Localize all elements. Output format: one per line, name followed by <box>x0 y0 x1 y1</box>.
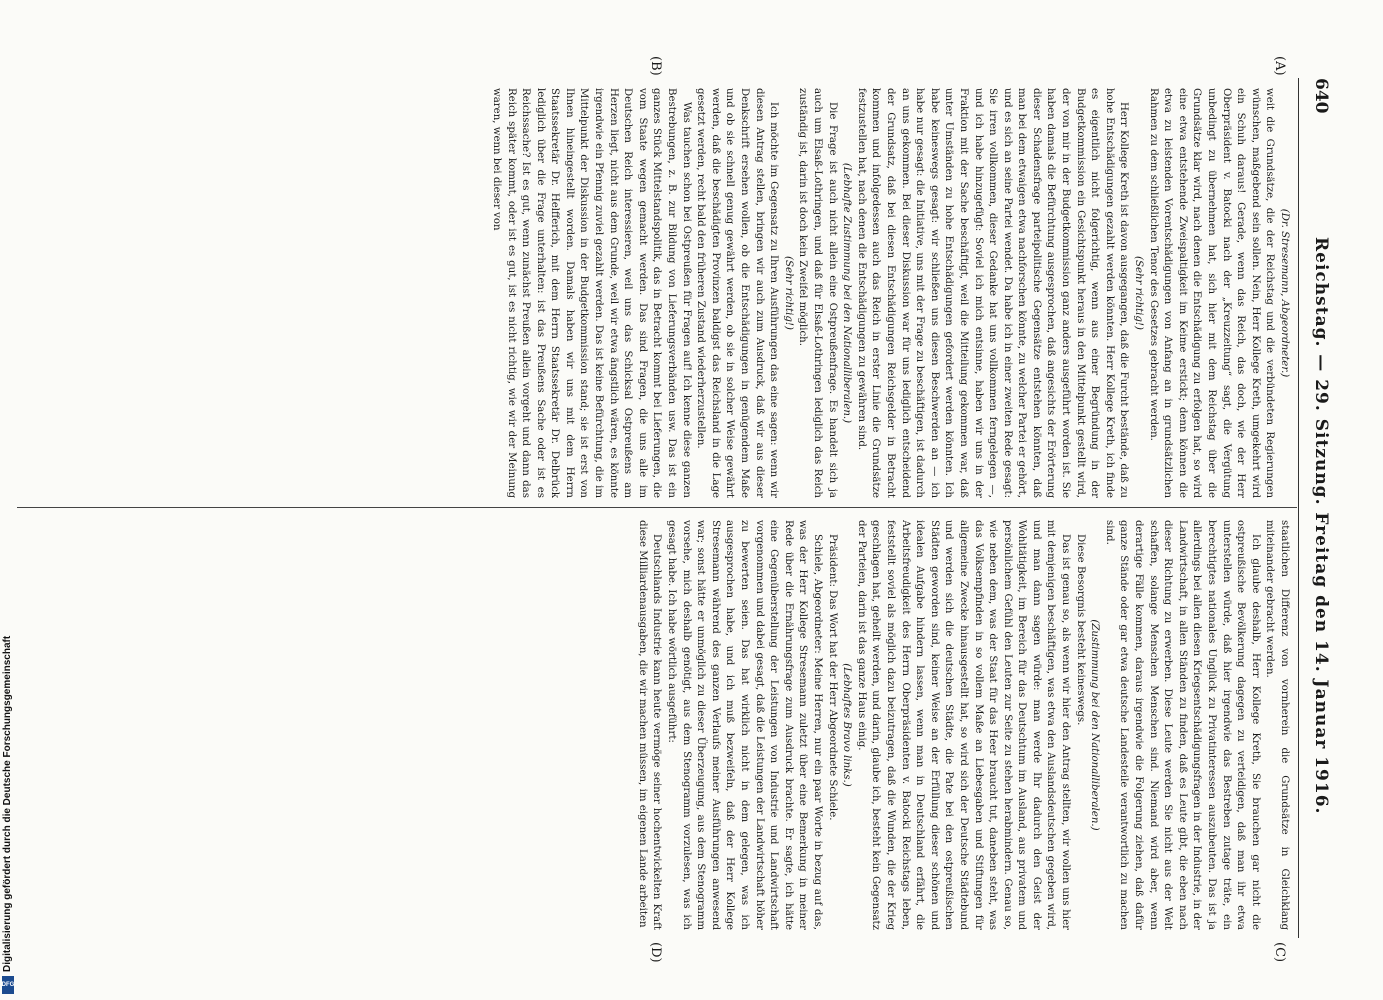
paragraph: (Zustimmung bei den Nationalliberalen.) <box>1089 619 1101 831</box>
paragraph: Herr Kollege Kreth ist davon ausgegangen, daß die Furcht bestände, daß zu hohe Entschädigungen gezahlt werden könnten. Herr Kollege Kreth, ich finde es eigentlich nicht folgerichtig, wenn aus einer Begründung in der Budgetkommission ein Gesichtspunkt heraus in den Mittelpunkt gestellt wird, der von mir in der Budgetkommission ganz anders ausgeführt worden ist. Sie haben damals die Befürchtung ausgesprochen, daß angesichts der Erörterung dieser Schadensfrage parteipolitische Gegensätze entstehen könnten, daß man bei dem etwaigen etwa nachforschen könnte, zu welcher Partei er gehört, und es sich an seine Partei wendet. Da habe ich in einer zweiten Rede gesagt: Sie irren vollkommen, dieser Gedanke hat uns vollkommen ferngelegen —, und ich habe hinzugefügt: Soviel ich mich entsinne, haben wir uns in der Fraktion mit der Sache beschäftigt, weil die Mitteilung gekommen war, daß unter Umständen zu hohe Entschädigungen gefordert werden könnten. Ich habe keineswegs gesagt: wir schließen uns diesen Beschwerden an — ich habe nur gesagt: die Initiative, uns mit der Frage zu beschäftigen, ist dadurch an uns gekommen. Bei dieser Diskussion war für uns lediglich entscheidend der Grundsatz, daß bei diesen Entschädigungen Reichsgelder in Betracht kommen und infolgedessen auch das Reich in erster Linie die Grundsätze festzustellen hat, nach denen die Entschädigungen zu gewähren sind. <box>855 88 1130 498</box>
page-header <box>1305 78 1331 938</box>
paragraph: Ich möchte im Gegensatz zu Ihren Ausführungen das eine sagen: wenn wir diesen Antrag stellen, bringen wir auch zum Ausdruck, daß wir aus dieser Denkschrift ersehen wollen, ob die Entschädigungen in genügendem Maße und ob sie schnell genug gewährt werden, ob sie in solcher Weise gewährt werden, daß die beschädigten Provinzen baldigst das Reichsland in die Lage gesetzt werden, recht bald den früheren Zustand wiederherzustellen. <box>695 88 780 498</box>
paragraph: Das ist genau so, als wenn wir hier den Antrag stellten, wir wollen uns hier mit demjenigen beschäftigen, was etwa den Auslandsdeutschen gegeben wird, und man dann sagen würde: man werde Ihr dadurch den Geist der Wohltätigkeit, im Bereich für das Deutschtum im Ausland, aus privatem und persönlichem Gefühl den Leuten zur Seite zu stehen herabmindern. Genau so, wie neben dem, was der Staat für das Heer braucht tut, daneben steht, was das Volksempfinden in so vollem Maße an Liebesgaben und Stiftungen für allgemeine Zwecke hinausgestellt hat, so wird sich der Deutsche Städtebund und werden sich die deutschen Städte, die Pate bei den ostpreußischen Städten geworden sind, keiner Weise an der Erfüllung dieser schönen und idealen Aufgabe hindern lassen, wenn man in Deutschland erfährt, die Arbeitsfreudigkeit des Herrn Oberpräsidenten v. Batocki Reichstags leben, feststellt soviel als möglich dazu beizutragen, daß die Wunden, die der Krieg geschlagen hat, geheilt werden, und darin, glaube ich, besteht kein Gegensatz der Parteien, darin ist das ganze Haus einig. <box>855 520 1072 930</box>
digitization-footer <box>0 0 16 1000</box>
header-rule <box>1298 78 1299 938</box>
text-column-right <box>21 520 1291 930</box>
dfg-logo: DFG <box>2 976 14 994</box>
margin-mark-c: (C) <box>1272 942 1287 963</box>
margin-mark-d: (D) <box>648 942 663 963</box>
paragraph: Präsident: Das Wort hat der Herr Abgeordnete Schiele. <box>826 534 838 821</box>
paragraph: (Lebhaftes Bravo links.) <box>841 663 853 787</box>
page-title: Reichstag. — 29. Sitzung. Freitag den 14. Januar 1916. <box>1311 237 1331 815</box>
paragraph: (Dr. Stresemann, Abgeordneter.) <box>1279 208 1290 378</box>
paragraph: (Sehr richtig!) <box>1133 256 1145 330</box>
margin-mark-b: (B) <box>648 56 663 76</box>
paragraph: Deutschlands Industrie kann heute vermöge seiner hochentwickelten Kraft diese Milliardenausgaben, die wir machen müssen, im eigenen Lande arbeiten <box>636 520 663 930</box>
text-column-left <box>21 88 1291 498</box>
margin-mark-a: (A) <box>1272 56 1287 76</box>
paragraph: Was tauchen schon bei Ostpreußen für Fragen auf! Ich kenne diese ganzen Bestrebungen, z. B. zur Bildung von Lieferungsverbänden usw. Das ist ein ganzes Stück Mittelstandspolitik, das in Betracht kommt bei Lieferungen, die vom Staate wegen gemacht werden. Das sind Fragen, die uns alle im Deutschen Reich interessieren, weil uns das Schicksal Ostpreußens am Herzen liegt, nicht aus dem Grunde, weil wir etwa ängstlich wären, es könnte irgendwie ein Pfennig zuviel gezahlt werden. Das ist keine Befürchtung, die im Mittelpunkt der Diskussion in der Budgetkommission stand; sie ist erst von Ihnen hineingestellt worden. Damals haben wir uns mit dem Herrn Staatssekretär Dr. Helfferich, mit dem Herrn Staatssekretär Dr. Delbrück lediglich über die Frage unterhalten: ist das Preußens Sache oder ist es Reichssache? Ist es gut, wenn zunächst Preußen allein vorgeht und dann das Reich später kommt, oder ist es gut, ist es nicht richtig, wie wir der Meinung waren, wenn bei dieser von <box>490 88 692 498</box>
paragraph: (Lebhafte Zustimmung bei den Nationalliberalen.) <box>841 162 853 424</box>
paragraph: weit die Grundsätze, die der Reichstag und die verbündeten Regierungen wünschen, maßgebend sein sollen. Nein, Herr Kollege Kreth, umgekehrt wird ein Schuh daraus! Gerade, wenn das Reich, das doch, wie der Herr Oberpräsident v. Batocki nach der „Kreuzzeitung“ sagt, die Vergütung unbedingt zu übernehmen hat, sich hier mit dem Reichstag über die Grundsätze klar wird, nach denen die Entschädigung zu erfolgen hat, so wird eine etwa entstehende Zweispaltigkeit im Keime erstickt; denn können die etwa zu leistenden Vorentschädigungen von Anfang an in grundsätzlichen Rahmen zu dem schließlichen Tenor des Gesetzes gebracht werden. <box>1147 88 1276 498</box>
paragraph: (Sehr richtig!) <box>782 256 794 330</box>
paragraph: staatlichen Differenz von vornherein die Grundsätze in Gleichklang miteinander gebracht werden. <box>1264 520 1290 930</box>
paragraph: Die Frage ist auch nicht allein eine Ostpreußenfrage. Es handelt sich ja auch um Elsaß-Lothringen, und daß für Elsaß-Lothringen lediglich das Reich zuständig ist, darin ist doch kein Zweifel möglich. <box>797 88 838 498</box>
paragraph: Ich glaube deshalb, Herr Kollege Kreth, Sie brauchen gar nicht die ostpreußische Bevölkerung dagegen zu verteidigen, daß man ihr etwa unterstellen würde, daß hier irgendwie das Bestreben zutage träte, ein berechtigtes nationales Unglück zu Privatinteressen auszubeuten. Das ist ja allerdings bei allen diesen Kriegsentschädigungsfragen in der Industrie, in der Landwirtschaft, in allen Ständen zu finden, daß es Leute gibt, die eben nach dieser Richtung zu erwerben. Diese Leute werden Sie nicht aus der Welt schaffen, solange Menschen Menschen sind. Niemand wird aber, wenn derartige Fälle kommen, daraus irgendwie die Folgerung ziehen, daß dafür ganze Stände oder gar etwa deutsche Landesteile verantwortlich zu machen sind. <box>1103 520 1261 930</box>
paragraph: Schiele, Abgeordneter: Meine Herren, nur ein paar Worte in bezug auf das, was der Herr Kollege Stresemann zuletzt über eine Bemerkung in meiner Rede über die Ernährungsfrage zum Ausdruck brachte. Er sagte, ich hätte eine Gegenüberstellung der Leistungen von Industrie und Landwirtschaft vorgenommen und dabei gesagt, daß die Leistungen der Landwirtschaft höher zu bewerten seien. Das hat wirklich nicht in dem gelegen, was ich ausgesprochen habe, und ich muß bezweifeln, daß der Herr Kollege Stresemann während des ganzen Verlaufs meiner Ausführungen anwesend war; sonst hätte er unmöglich zu dieser Überzeugung, aus dem Stenogramm vorsehe, mich deshalb genötigt, aus dem Stenogramm vorzulesen, was ich gesagt habe. Ich habe wörtlich ausgeführt: <box>666 520 823 930</box>
footer-text: Digitalisierung gefördert durch die Deutsche Forschungsgemeinschaft <box>2 635 13 972</box>
page-number: 640 <box>1311 78 1331 114</box>
column-divider <box>17 507 1297 508</box>
paragraph: Diese Besorgnis besteht keineswegs. <box>1074 534 1086 726</box>
